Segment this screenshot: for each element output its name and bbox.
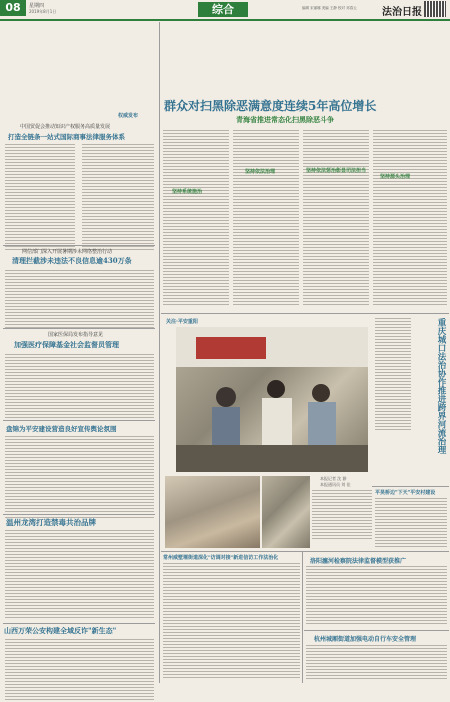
a3-body — [5, 354, 154, 423]
a2-title: 清理拦截涉未违法不良信息逾430万条 — [12, 256, 132, 265]
feature-photo-3 — [262, 476, 310, 548]
b2-title: 洛阳瀍河检察院法律监督模型获推广 — [310, 558, 407, 565]
editor-line: 编辑 宋丽娜 美编 王静 校对 邓春云 — [302, 6, 357, 10]
a1-body — [5, 144, 75, 252]
tag-authority: 权威发布 — [118, 113, 139, 119]
main-title: 群众对扫黑除恶满意度连续5年高位增长 — [164, 99, 377, 113]
side-kicker: 平昊桥边"下天"平安村建设 — [375, 490, 436, 496]
b1-body — [163, 563, 300, 680]
b3-body — [306, 645, 447, 681]
a1-kicker: 中国贸促会推动知识产权服务高质量发展 — [20, 124, 111, 130]
a6-body — [5, 639, 154, 702]
feature-caption-body — [312, 490, 372, 541]
a1-title: 打造全链条一站式国际商事法律服务体系 — [8, 133, 125, 141]
sub-2: 坚持依法治理 — [245, 169, 276, 175]
main-body-col1 — [163, 130, 229, 307]
section-title: 综合 — [198, 2, 248, 17]
feature-tag: 关注·平安重阳 — [166, 319, 198, 325]
feature-photo-2 — [165, 476, 260, 548]
left-divider — [159, 22, 160, 683]
main-subtitle: 青海省推进常态化扫黑除恶斗争 — [236, 116, 334, 124]
main-bottom-rule — [161, 313, 449, 314]
qr-code-icon — [424, 1, 446, 17]
edition-label: 星期四 — [29, 3, 45, 9]
main-body-col4 — [373, 130, 447, 307]
main-body-col3 — [303, 130, 369, 307]
a6-title: 山西万荣公安构建全域反诈"新生态" — [4, 626, 117, 635]
sub-3: 坚持依法惩治彰显司法担当 — [306, 168, 367, 174]
main-body-col2 — [233, 130, 299, 307]
date-line: 2019年8月1日 — [29, 9, 57, 14]
sub-4: 坚持源头治理 — [380, 174, 411, 180]
page-number-badge: 08 — [0, 0, 26, 16]
bottom-rule — [161, 551, 449, 552]
left-column — [0, 22, 158, 683]
masthead-logo: 法治日报 — [382, 7, 422, 18]
feature-caption: 本报记者 沈 渺 本报通讯员 刘 佳 — [320, 476, 351, 487]
header-rule — [0, 19, 450, 21]
b1-title: 常州威墅堰街道深化"访调对接"新进信访工作法治化 — [163, 555, 279, 561]
a1-body-b — [82, 144, 154, 252]
sub-1: 坚持系统施治 — [172, 189, 203, 195]
a4-body — [5, 436, 154, 520]
a2-body — [5, 270, 154, 330]
side-body-a — [375, 318, 411, 432]
side-title: 重庆城口法治协作推进跨界河流治理 — [436, 318, 446, 454]
a5-title: 温州龙湾打造禁毒共治品牌 — [6, 518, 96, 527]
a5-body — [5, 530, 154, 620]
b3-title: 杭州城厢街道加强电动自行车安全管理 — [314, 636, 417, 643]
photo-figures — [176, 327, 368, 472]
side-body-b — [375, 498, 447, 549]
b2-body — [306, 566, 447, 626]
a4-title: 盘锦为平安建设营造良好宣传舆论氛围 — [6, 425, 117, 433]
a2-kicker: 网信部门深入开展暑期涉未网络整治行动 — [22, 249, 113, 255]
a3-title: 加强医疗保障基金社会监督员管理 — [14, 340, 119, 349]
a3-kicker: 国家医保局发布指导意见 — [48, 332, 104, 338]
